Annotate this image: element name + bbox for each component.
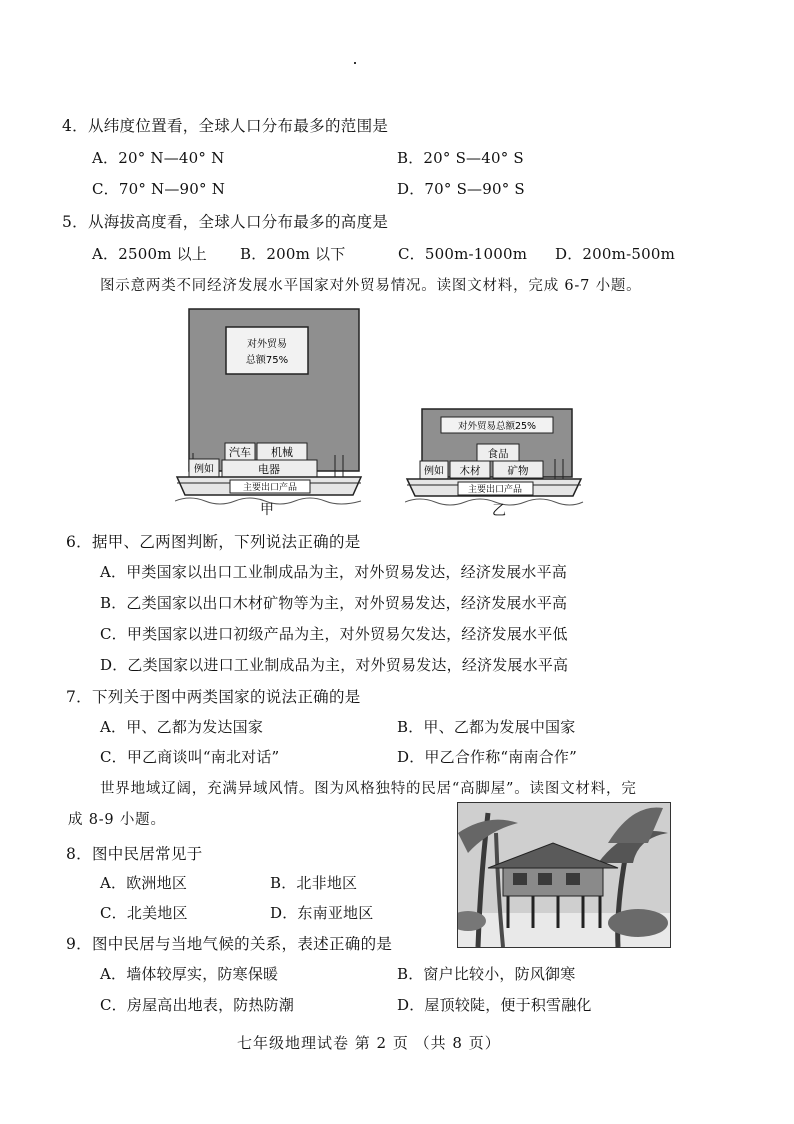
- figure-jia-label: 甲: [260, 502, 274, 518]
- yi-cabin-label: 例如: [424, 466, 444, 477]
- jia-box-line1: 对外贸易: [247, 339, 287, 350]
- q9-option-c[interactable]: C．房屋高出地表，防热防潮: [100, 996, 295, 1014]
- jia-box-line2: 总额75%: [245, 355, 289, 366]
- q6-option-d[interactable]: D．乙类国家以进口工业制成品为主，对外贸易发达，经济发展水平高: [100, 656, 569, 674]
- yi-cargo-wood: 木材: [459, 465, 481, 477]
- q9-option-a[interactable]: A．墙体较厚实，防寒保暖: [100, 965, 279, 983]
- intro-8-9-line2: 成 8-9 小题。: [68, 812, 166, 828]
- q5-option-b[interactable]: B．200m 以下: [240, 245, 346, 263]
- q4-option-c[interactable]: C．70° N—90° N: [92, 180, 226, 198]
- jia-cargo-car: 汽车: [229, 446, 251, 459]
- jia-cargo-electrical: 电器: [258, 463, 280, 476]
- q7-option-d[interactable]: D．甲乙合作称“南南合作”: [397, 748, 577, 766]
- q5-stem: 5．从海拔高度看，全球人口分布最多的高度是: [62, 213, 389, 231]
- jia-cabin-label: 例如: [194, 464, 214, 475]
- page-footer: 七年级地理试卷 第 2 页 （共 8 页）: [237, 1034, 501, 1052]
- q8-option-b[interactable]: B．北非地区: [270, 874, 358, 892]
- q6-option-a[interactable]: A．甲类国家以出口工业制成品为主，对外贸易发达，经济发展水平高: [100, 563, 568, 581]
- intro-8-9-line1: 世界地域辽阔，充满异域风情。图为风格独特的民居“高脚屋”。读图文材料，完: [100, 781, 637, 797]
- yi-cargo-minerals: 矿物: [507, 465, 529, 477]
- yi-hull-label: 主要出口产品: [467, 485, 523, 495]
- q7-stem: 7．下列关于图中两类国家的说法正确的是: [66, 688, 361, 706]
- figure-yi-ship: [405, 407, 585, 509]
- yi-cargo-food: 食品: [487, 448, 509, 460]
- intro-6-7: 图示意两类不同经济发展水平国家对外贸易情况。读图文材料，完成 6-7 小题。: [100, 278, 642, 294]
- q8-stem: 8．图中民居常见于: [66, 845, 203, 863]
- q9-option-d[interactable]: D．屋顶较陡，便于积雪融化: [397, 996, 592, 1014]
- q8-option-d[interactable]: D．东南亚地区: [270, 904, 374, 922]
- jia-cargo-machinery: 机械: [271, 446, 293, 459]
- stilt-house-photo: [457, 802, 671, 948]
- q6-stem: 6．据甲、乙两图判断，下列说法正确的是: [66, 533, 361, 551]
- q9-stem: 9．图中民居与当地气候的关系，表述正确的是: [66, 935, 393, 953]
- q8-option-a[interactable]: A．欧洲地区: [100, 874, 188, 892]
- q4-stem: 4．从纬度位置看，全球人口分布最多的范围是: [62, 117, 389, 135]
- figure-jia-ship: [175, 305, 365, 510]
- q5-option-a[interactable]: A．2500m 以上: [92, 245, 207, 263]
- q7-option-c[interactable]: C．甲乙商谈叫“南北对话”: [100, 748, 280, 766]
- jia-hull-label: 主要出口产品: [242, 483, 298, 493]
- q7-option-a[interactable]: A．甲、乙都为发达国家: [100, 718, 264, 736]
- q9-option-b[interactable]: B．窗户比较小，防风御寒: [397, 965, 576, 983]
- q5-option-c[interactable]: C．500m-1000m: [398, 245, 528, 263]
- q4-option-d[interactable]: D．70° S—90° S: [397, 180, 525, 198]
- scan-dot: [354, 62, 356, 64]
- q6-option-c[interactable]: C．甲类国家以进口初级产品为主，对外贸易欠发达，经济发展水平低: [100, 625, 568, 643]
- q6-option-b[interactable]: B．乙类国家以出口木材矿物等为主，对外贸易发达，经济发展水平高: [100, 594, 568, 612]
- q8-option-c[interactable]: C．北美地区: [100, 904, 188, 922]
- q7-option-b[interactable]: B．甲、乙都为发展中国家: [397, 718, 576, 736]
- q5-option-d[interactable]: D．200m-500m: [555, 245, 676, 263]
- figure-yi-label: 乙: [492, 503, 506, 519]
- q4-option-a[interactable]: A．20° N—40° N: [92, 149, 225, 167]
- q4-option-b[interactable]: B．20° S—40° S: [397, 149, 524, 167]
- yi-box-label: 对外贸易总额25%: [457, 421, 537, 432]
